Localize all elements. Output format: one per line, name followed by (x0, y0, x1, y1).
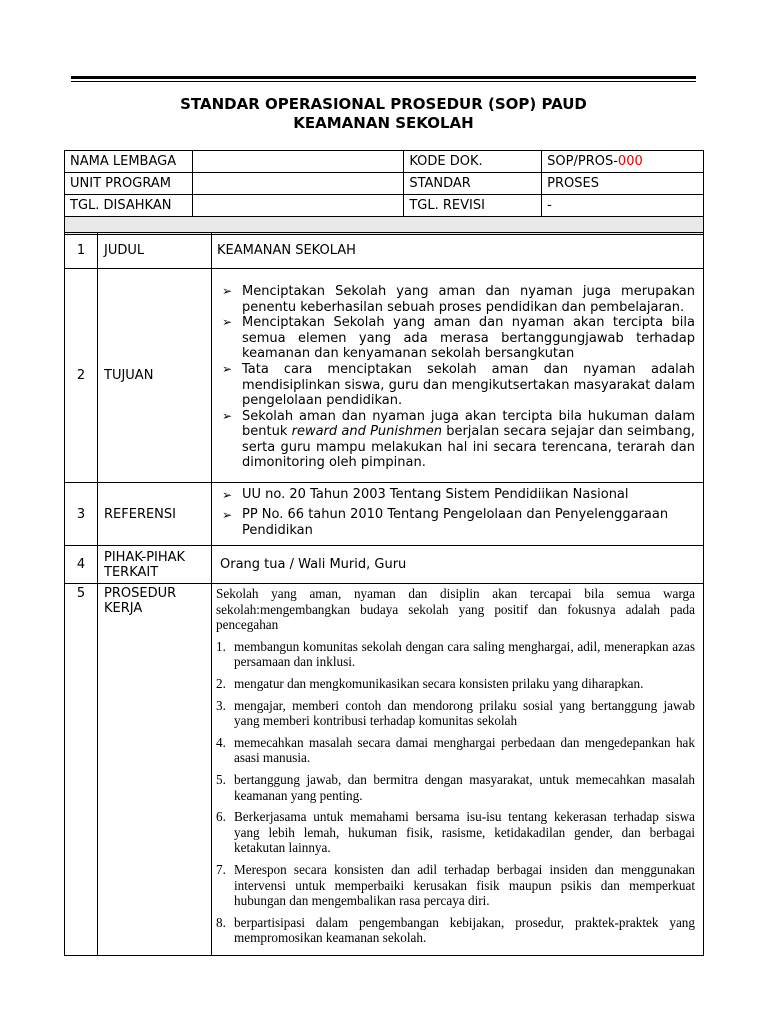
tujuan-text: Menciptakan Sekolah yang aman dan nyaman akan tercipta bila semua elemen yang ada merasa bertanggungjawab terhadap keamanan dan kenyamanan sekolah bersangkutan (242, 315, 695, 362)
sop-content-table (64, 232, 704, 956)
meta-label-tgl-disahkan: TGL. DISAHKAN (65, 195, 193, 217)
tujuan-text: Sekolah aman dan nyaman juga akan tercipta bila hukuman dalam bentuk (242, 408, 695, 440)
list-item (216, 638, 695, 670)
list-item (216, 675, 695, 692)
kode-dok-prefix: SOP/PROS- (547, 154, 618, 169)
arrow-bullet-icon: ➢ (222, 283, 233, 298)
tujuan-text: berjalan secara sejajar dan seimbang, serta guru mampu melakukan hal ini secara terencana, terarah dan dimonitoring oleh pimpinan. (242, 424, 695, 471)
meta-value-standar: PROSES (542, 173, 704, 195)
meta-value-tgl-disahkan (192, 195, 403, 217)
list-item (216, 809, 695, 856)
step-text: Berkerjasama untuk memahami bersama isu-isu tentang kekerasan terhadap siswa yang lebih lemah, hukuman fisik, rasisme, ketidakadilan gender, dan berbagai ketakutan lainnya. (234, 809, 695, 856)
list-item (216, 697, 695, 729)
row-number: 3 (65, 483, 98, 546)
step-text: mengajar, memberi contoh dan mendorong prilaku sosial yang bertanggung jawab yang memberi kontribusi terhadap komunitas sekolah (234, 697, 695, 729)
row-number: 1 (65, 233, 98, 269)
list-item (222, 283, 695, 315)
meta-value-kode-dok (542, 151, 704, 173)
step-number: 6. (216, 809, 226, 825)
row-label-judul: JUDUL (98, 233, 212, 269)
row-label-referensi: REFERENSI (98, 483, 212, 546)
step-text: bertanggung jawab, dan bermitra dengan masyarakat, untuk memecahkan masalah keamanan yang penting. (234, 771, 695, 803)
table-row-pihak (65, 546, 704, 584)
step-text: berpartisipasi dalam pengembangan kebijakan, prosedur, praktek-praktek yang mempromosikan keamanan sekolah. (234, 914, 695, 946)
row-label-pihak: PIHAK-PIHAK TERKAIT (98, 546, 212, 584)
list-item (222, 315, 695, 362)
tujuan-list (220, 284, 695, 471)
row-value-prosedur (212, 584, 704, 956)
meta-row (65, 195, 704, 217)
row-number: 4 (65, 546, 98, 584)
meta-label-kode-dok: KODE DOK. (404, 151, 542, 173)
document-subtitle: KEAMANAN SEKOLAH (293, 114, 474, 132)
meta-row (65, 151, 704, 173)
meta-label-tgl-revisi: TGL. REVISI (404, 195, 542, 217)
tujuan-text: Menciptakan Sekolah yang aman dan nyaman juga merupakan penentu keberhasilan sebuah proses pendidikan dan pembelajaran. (242, 283, 695, 315)
table-row-referensi (65, 483, 704, 546)
step-number: 1. (216, 638, 226, 654)
step-text: Merespon secara konsisten dan adil terhadap berbagai insiden dan menggunakan intervensi untuk memperbaiki kerusakan fisik maupun psikis dan memperkuat hubungan dan mengembalikan rasa percaya diri. (234, 861, 695, 909)
step-number: 2. (216, 675, 226, 691)
referensi-list (220, 487, 695, 539)
table-row-judul (65, 233, 704, 269)
step-number: 7. (216, 861, 226, 877)
row-value-pihak: Orang tua / Wali Murid, Guru (212, 546, 704, 584)
meta-row (65, 173, 704, 195)
header-rule-thin (71, 81, 696, 82)
referensi-text: PP No. 66 tahun 2010 Tentang Pengelolaan dan Penyelenggaraan Pendidikan (242, 507, 669, 538)
arrow-bullet-icon: ➢ (222, 488, 233, 502)
row-label-tujuan: TUJUAN (98, 269, 212, 483)
tujuan-italic-text: reward and Punishmen (291, 424, 442, 440)
row-value-tujuan (212, 269, 704, 483)
arrow-bullet-icon: ➢ (222, 408, 233, 423)
step-number: 3. (216, 697, 226, 713)
step-text: memecahkan masalah secara damai menghargai perbedaan dan mengedepankan hak asasi manusia. (234, 734, 695, 766)
row-value-referensi (212, 483, 704, 546)
arrow-bullet-icon: ➢ (222, 361, 233, 376)
row-value-judul: KEAMANAN SEKOLAH (212, 233, 704, 269)
tujuan-text: Tata cara menciptakan sekolah aman dan nyaman adalah mendisiplinkan siswa, guru dan mengikutsertakan masyarakat dalam pengelolaan pendidikan. (242, 361, 695, 409)
list-item (222, 408, 695, 471)
header-rule-thick (71, 76, 696, 79)
step-text: mengatur dan mengkomunikasikan secara konsisten prilaku yang diharapkan. (234, 675, 644, 691)
meta-value-nama-lembaga (192, 151, 403, 173)
arrow-bullet-icon: ➢ (222, 315, 233, 330)
kode-dok-number: 000 (617, 154, 643, 169)
referensi-text: UU no. 20 Tahun 2003 Tentang Sistem Pendidiikan Nasional (242, 487, 629, 502)
row-label-prosedur: PROSEDUR KERJA (98, 584, 212, 956)
list-item (216, 771, 695, 803)
list-item (222, 507, 695, 539)
prosedur-steps (216, 639, 695, 946)
row-number: 5 (65, 584, 98, 956)
step-number: 4. (216, 734, 226, 750)
meta-label-standar: STANDAR (404, 173, 542, 195)
meta-value-unit-program (192, 173, 403, 195)
list-item (216, 914, 695, 946)
list-item (222, 487, 695, 503)
meta-value-tgl-revisi: - (542, 195, 704, 217)
table-row-tujuan (65, 269, 704, 483)
table-row-prosedur (65, 584, 704, 956)
list-item (216, 734, 695, 766)
step-number: 8. (216, 914, 226, 930)
meta-label-nama-lembaga: NAMA LEMBAGA (65, 151, 193, 173)
list-item (216, 861, 695, 909)
meta-label-unit-program: UNIT PROGRAM (65, 173, 193, 195)
document-meta-table (64, 150, 704, 235)
list-item (222, 361, 695, 409)
prosedur-intro: Sekolah yang aman, nyaman dan disiplin akan tercapai bila semua warga sekolah:mengembangkan budaya sekolah yang positif dan fokusnya adalah pada pencegahan (216, 586, 695, 633)
step-number: 5. (216, 771, 226, 787)
row-number: 2 (65, 269, 98, 483)
step-text: membangun komunitas sekolah dengan cara saling menghargai, adil, menerapkan azas persamaan dan inklusi. (234, 638, 695, 670)
document-title: STANDAR OPERASIONAL PROSEDUR (SOP) PAUD (180, 95, 587, 113)
arrow-bullet-icon: ➢ (222, 508, 233, 522)
